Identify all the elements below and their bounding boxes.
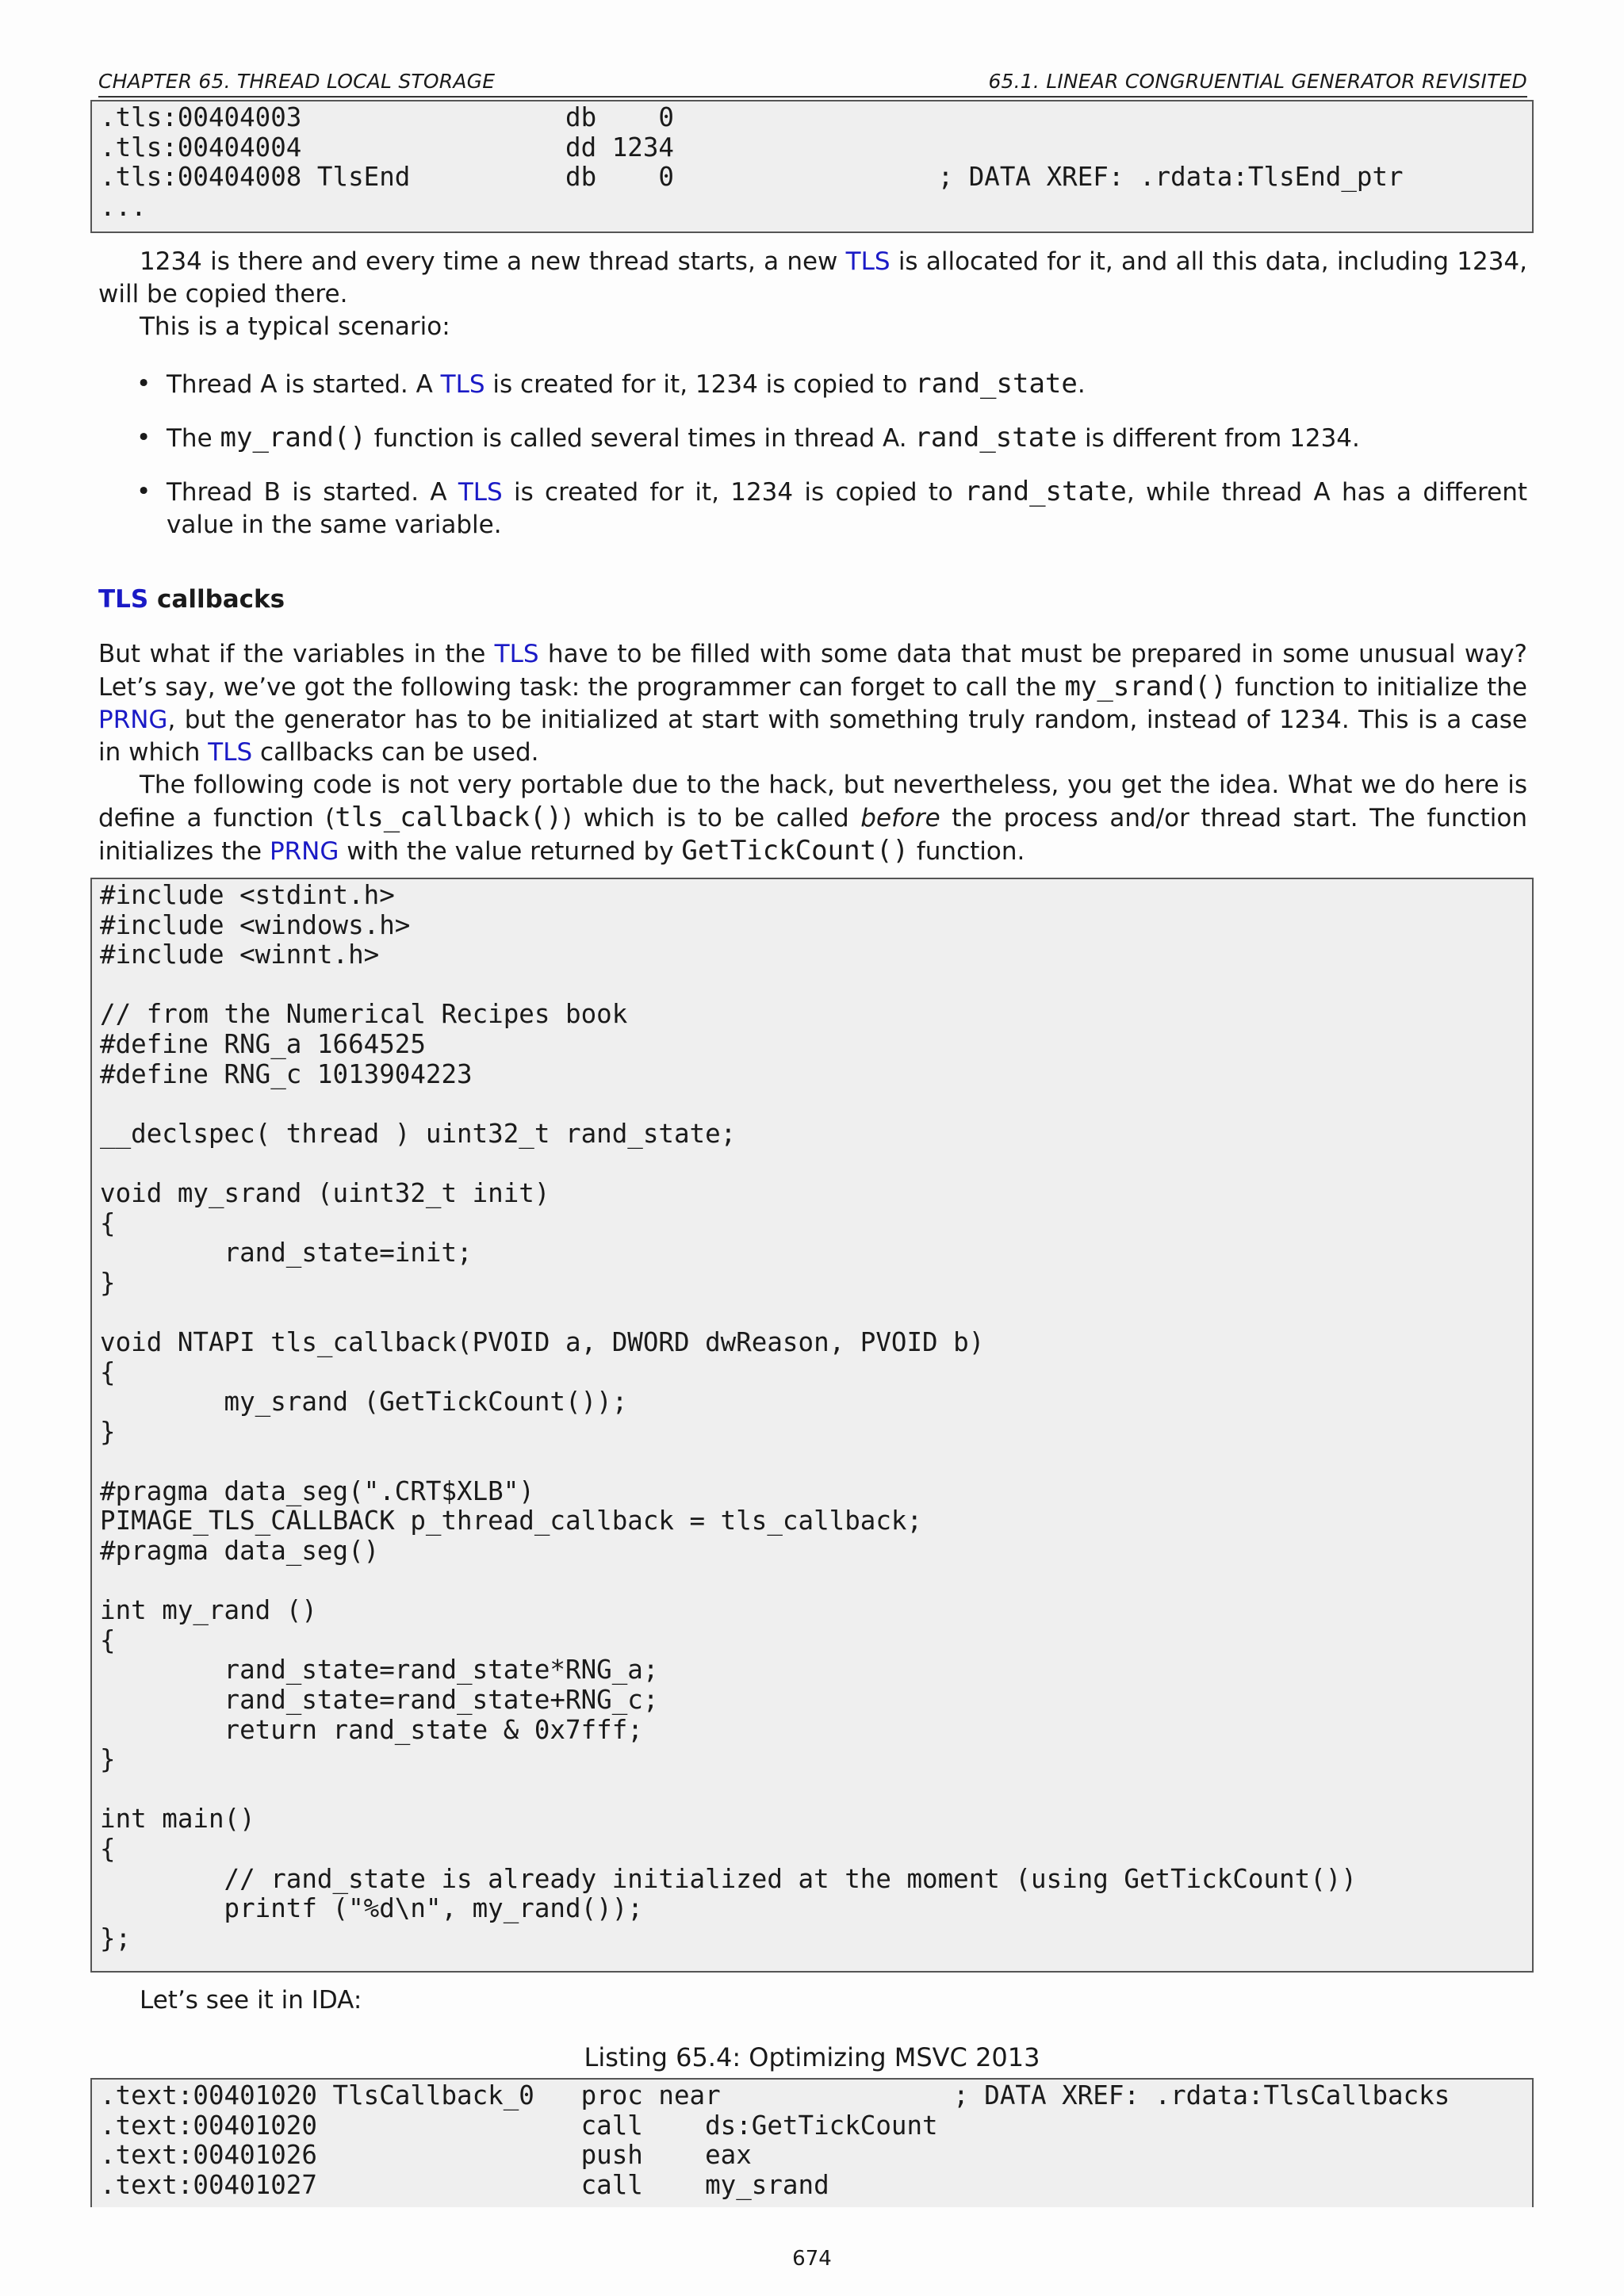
bullet-icon: •	[136, 369, 151, 398]
scenario-list	[98, 368, 1527, 562]
body-paragraphs-callbacks	[98, 638, 1527, 868]
page-number: 674	[792, 2247, 832, 2271]
paragraph-task: But what if the variables in the TLS have to be filled with some data that must be prepared in some unusual way? Let’s say, we’ve got the following task: the programmer can forget to call the my_srand() function to initialize the PRNG, but the generator has to be initialized at start with something truly random, instead of 1234. This is a case in which TLS callbacks can be used.	[98, 640, 1528, 767]
listing-caption: Listing 65.4: Optimizing MSVC 2013	[584, 2042, 1040, 2072]
body-paragraph-ida	[98, 1984, 1527, 2017]
section-heading: TLS callbacks	[98, 585, 285, 614]
body-paragraphs-top	[98, 246, 1527, 343]
prng-link[interactable]: PRNG	[98, 706, 168, 734]
tls-link[interactable]: TLS	[494, 640, 539, 668]
tls-link[interactable]: TLS	[98, 585, 149, 614]
paragraph-scenario: This is a typical scenario:	[140, 312, 450, 341]
bullet-icon: •	[136, 423, 151, 452]
code-listing-tls-data: .tls:00404003 db 0 .tls:00404004 dd 1234 .tls:00404008 TlsEnd db 0 ; DATA XREF: .rdata:TlsEnd_ptr ...	[90, 100, 1534, 233]
prng-link[interactable]: PRNG	[269, 837, 339, 866]
tls-link[interactable]: TLS	[440, 370, 485, 399]
list-item: • Thread A is started. A TLS is created for it, 1234 is copied to rand_state.	[136, 368, 1086, 400]
header-section: 65.1. LINEAR CONGRUENTIAL GENERATOR REVISITED	[988, 70, 1527, 93]
bullet-icon: •	[136, 477, 151, 506]
paragraph-tls-copy: 1234 is there and every time a new thread starts, a new TLS is allocated for it, and all this data, including 1234, will be copied there.	[98, 247, 1527, 308]
tls-link[interactable]: TLS	[845, 247, 891, 276]
tls-link[interactable]: TLS	[458, 478, 503, 507]
code-listing-c-source: #include <stdint.h> #include <windows.h> #include <winnt.h> // from the Numerical Recipes book #define RNG_a 1664525 #define RNG_c 1013904223 __declspec( thread ) uint32_t rand_state; void my_srand (uint32_t init) { rand_state=init; } void NTAPI tls_callback(PVOID a, DWORD dwReason, PVOID b) { my_srand (GetTickCount()); } #pragma data_seg(".CRT$XLB") PIMAGE_TLS_CALLBACK p_thread_callback = tls_callback; #pragma data_seg() int my_rand () { rand_state=rand_state*RNG_a; rand_state=rand_state+RNG_c; return rand_state & 0x7fff; } int main() { // rand_state is already initialized at the moment (using GetTickCount()) printf ("%d\n", my_rand()); };	[90, 878, 1534, 1973]
header-chapter: CHAPTER 65. THREAD LOCAL STORAGE	[98, 70, 496, 93]
paragraph-ida: Let’s see it in IDA:	[140, 1986, 362, 2015]
code-listing-ida: .text:00401020 TlsCallback_0 proc near ; DATA XREF: .rdata:TlsCallbacks .text:00401020 call ds:GetTickCount .text:00401026 push eax .text:00401027 call my_srand	[90, 2078, 1534, 2207]
tls-link[interactable]: TLS	[208, 738, 253, 767]
list-item: • Thread B is started. A TLS is created for it, 1234 is copied to rand_state, while thread A has a different value in the same variable.	[136, 476, 1527, 539]
running-header	[98, 70, 1527, 98]
paragraph-hack: The following code is not very portable due to the hack, but nevertheless, you get the idea. What we do here is define a function (tls_callback()) which is to be called before the process and/or thread start. The function initializes the PRNG with the value returned by GetTickCount() function.	[98, 771, 1527, 867]
list-item: • The my_rand() function is called several times in thread A. rand_state is different from 1234.	[136, 422, 1360, 453]
